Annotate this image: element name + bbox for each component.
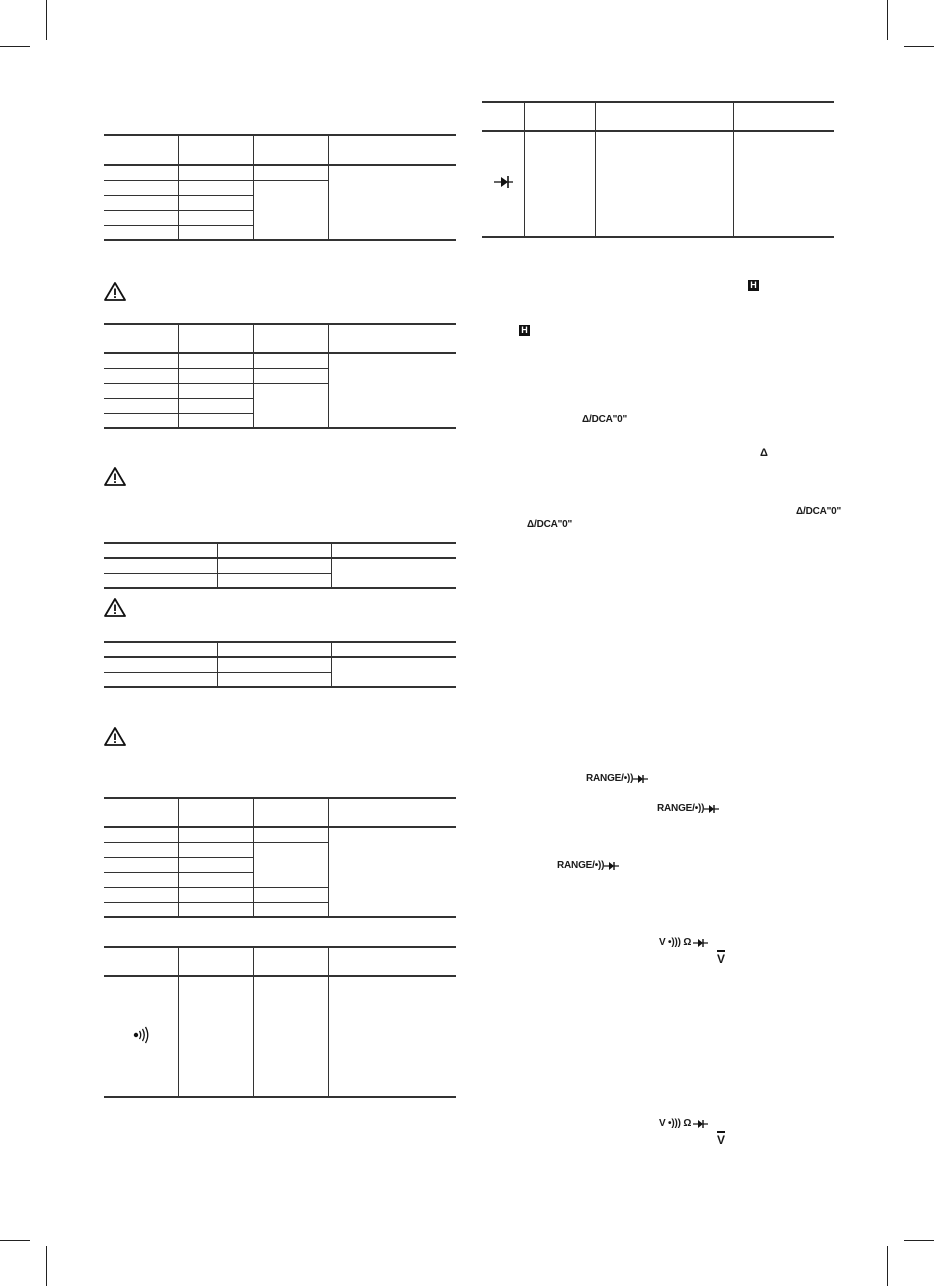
crop-mark-top-right-v	[887, 0, 888, 40]
diode-icon	[604, 861, 620, 871]
diode-icon	[691, 938, 709, 948]
warning-triangle-icon	[104, 727, 126, 746]
spec-table-diode	[482, 101, 834, 238]
spec-table-5	[104, 797, 456, 918]
function-selector-label	[659, 937, 709, 948]
spec-table-continuity	[104, 946, 456, 1098]
crop-mark-top-left-h	[0, 46, 30, 47]
crop-mark-bottom-left-v	[46, 1246, 47, 1286]
warning-triangle-icon	[104, 467, 126, 486]
spec-table-3	[104, 542, 456, 589]
hold-icon: H	[519, 325, 530, 336]
crop-mark-top-left-v	[46, 0, 47, 40]
diode-icon	[691, 1119, 709, 1129]
spec-table-1	[104, 134, 456, 241]
range-label-text: RANGE/•))	[586, 773, 634, 784]
spec-table-4	[104, 641, 456, 688]
spec-table-2	[104, 323, 456, 429]
range-button-label	[657, 803, 720, 814]
hold-icon: H	[748, 280, 759, 291]
range-button-label	[557, 860, 620, 871]
diode-icon	[482, 132, 524, 233]
crop-mark-bottom-right-v	[887, 1246, 888, 1286]
delta-icon: Δ	[760, 447, 768, 459]
dc-volt-icon: V	[717, 952, 725, 966]
warning-triangle-icon	[104, 282, 126, 301]
range-label-text: RANGE/•))	[657, 803, 705, 814]
crop-mark-top-right-h	[904, 46, 934, 47]
function-selector-label	[659, 1118, 709, 1129]
crop-mark-bottom-left-h	[0, 1240, 30, 1241]
crop-mark-bottom-right-h	[904, 1240, 934, 1241]
range-label-text: RANGE/•))	[557, 860, 605, 871]
function-selector-text: V •))) Ω	[659, 1118, 692, 1129]
dc-volt-icon: V	[717, 1133, 725, 1147]
delta-dca-zero-label: Δ/DCA"0"	[527, 519, 573, 530]
delta-dca-zero-label: Δ/DCA"0"	[796, 506, 842, 517]
delta-dca-zero-label: Δ/DCA"0"	[582, 414, 628, 425]
function-selector-text: V •))) Ω	[659, 937, 692, 948]
range-button-label	[586, 773, 649, 784]
diode-icon	[633, 774, 649, 784]
warning-triangle-icon	[104, 598, 126, 617]
diode-icon	[704, 804, 720, 814]
continuity-icon	[104, 977, 178, 1093]
